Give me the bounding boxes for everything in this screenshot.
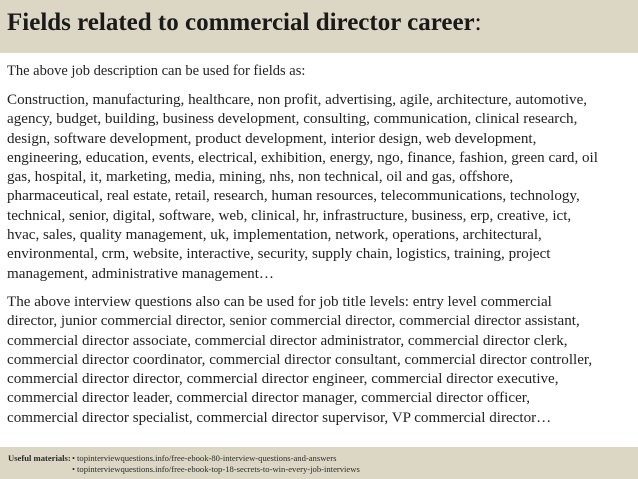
slide-title: Fields related to commercial director career <box>7 9 475 36</box>
fields-paragraph <box>7 91 633 284</box>
bullet-icon: • <box>72 464 76 474</box>
fields-line: design, software development, product development, interior design, web development, <box>7 130 537 147</box>
levels-paragraph <box>7 293 633 428</box>
intro-text: The above job description can be used for fields as: <box>7 63 306 79</box>
levels-line: commercial director director, commercial director engineer, commercial director executive, <box>7 371 559 388</box>
footer-link[interactable]: topinterviewquestions.info/free-ebook-top-18-secrets-to-win-every-job-interviews <box>77 464 360 474</box>
levels-line: director, junior commercial director, senior commercial director, commercial director assistant, <box>7 313 580 330</box>
bullet-icon: • <box>72 453 76 463</box>
footer-bar <box>0 447 638 479</box>
fields-line: management, administrative management… <box>7 265 274 282</box>
slide-title-colon: : <box>474 9 482 36</box>
levels-line: commercial director leader, commercial director manager, commercial director officer, <box>7 390 530 407</box>
levels-line: commercial director associate, commercial director administrator, commercial director clerk, <box>7 332 568 349</box>
fields-line: Construction, manufacturing, healthcare, non profit, advertising, agile, architecture, automotive, <box>7 92 588 108</box>
footer-link-item[interactable] <box>72 453 336 464</box>
footer-row <box>8 464 638 475</box>
footer-label-spacer <box>8 464 72 475</box>
footer-link-item[interactable] <box>72 464 360 475</box>
fields-line: gas, hospital, it, marketing, media, mining, nhs, non technical, oil and gas, offshore, <box>7 169 514 186</box>
footer-label-text: Useful materials <box>8 453 68 463</box>
levels-line: commercial director coordinator, commercial director consultant, commercial director controller, <box>7 351 593 368</box>
footer-row <box>8 453 638 464</box>
fields-line: pharmaceutical, real estate, retail, research, human resources, telecommunications, technology, <box>7 188 580 205</box>
fields-line: environmental, crm, website, interactive, security, supply chain, logistics, training, project <box>7 246 551 263</box>
slide-content <box>7 60 633 428</box>
fields-line: technical, senior, digital, software, web, clinical, hr, infrastructure, business, erp, creative, ict, <box>7 207 572 224</box>
footer-label <box>8 453 72 464</box>
levels-line: commercial director specialist, commercial director supervisor, VP commercial director… <box>7 409 552 426</box>
title-bar <box>0 0 638 53</box>
footer-link[interactable]: topinterviewquestions.info/free-ebook-80-interview-questions-and-answers <box>77 453 337 463</box>
levels-line: The above interview questions also can be used for job title levels: entry level commercial <box>7 293 552 310</box>
fields-line: agency, budget, building, business development, consulting, communication, clinical research, <box>7 111 578 128</box>
footer-label-colon: : <box>67 453 71 463</box>
fields-line: engineering, education, events, electrical, exhibition, energy, ngo, finance, fashion, green card, oil <box>7 149 598 166</box>
fields-line: hvac, sales, quality management, uk, implementation, network, operations, architectural, <box>7 227 542 244</box>
